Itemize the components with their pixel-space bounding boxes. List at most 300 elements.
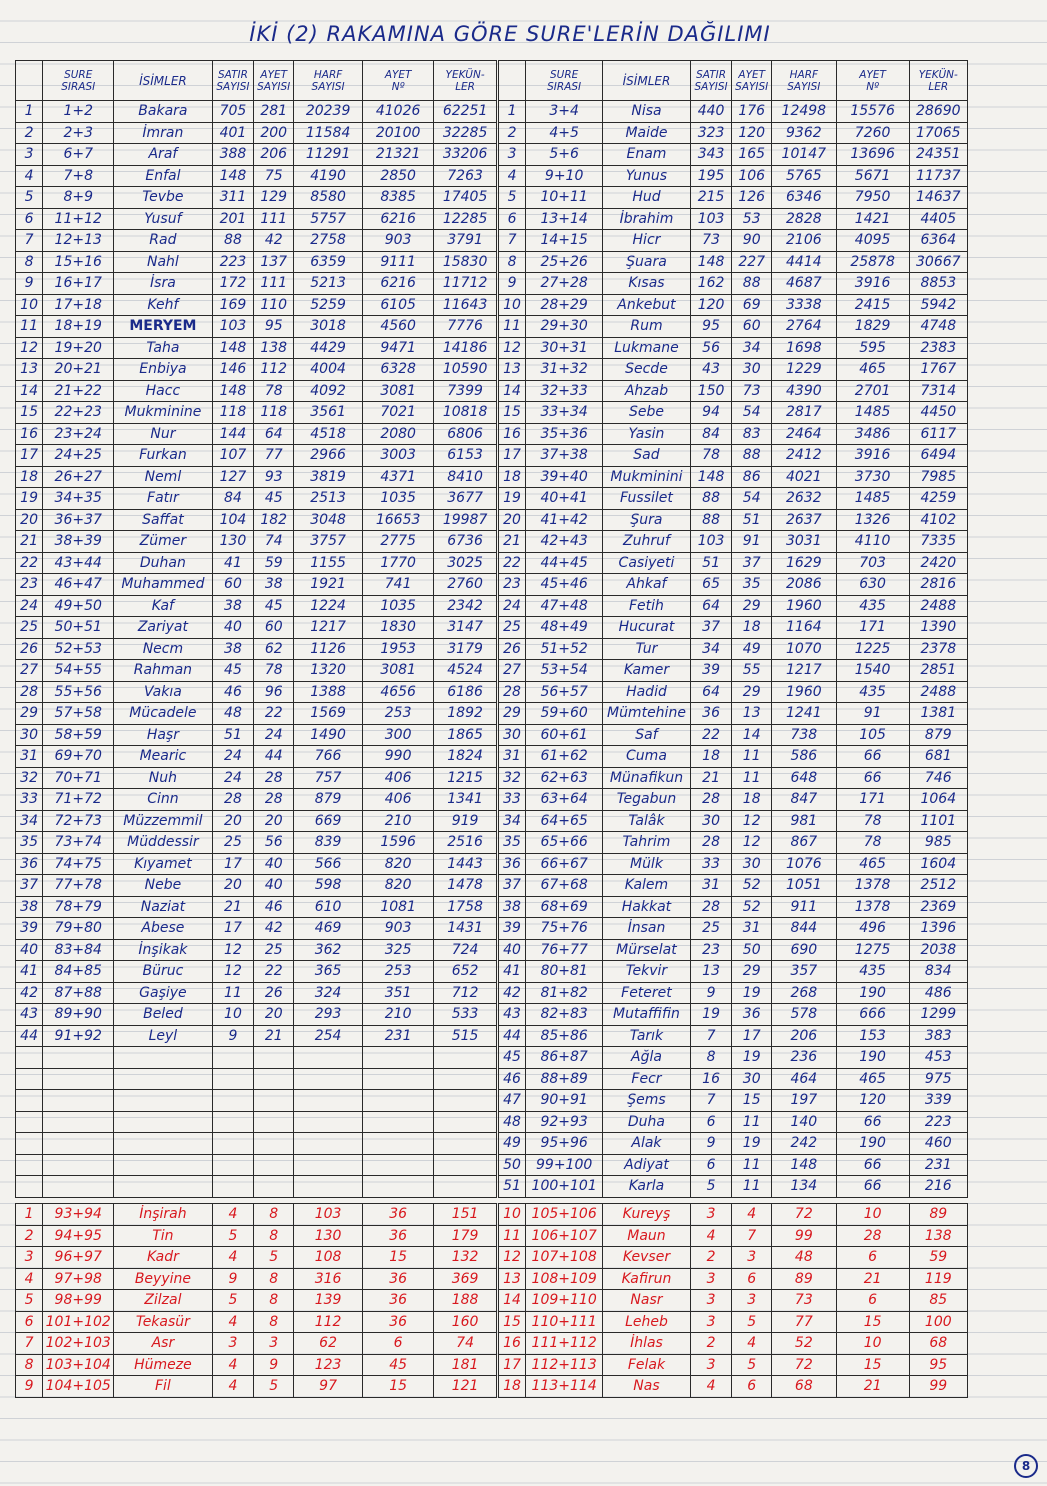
harf-sayisi-cell: 236: [772, 1047, 837, 1069]
row-number-cell: 32: [499, 767, 526, 789]
ayet-sayisi-cell: 112: [254, 359, 294, 381]
row-number-cell: 37: [16, 875, 43, 897]
ayet-sayisi-cell: 62: [254, 638, 294, 660]
yekun-cell: 460: [909, 1133, 967, 1155]
yekun-cell: 1381: [909, 703, 967, 725]
row-number-cell: 26: [499, 638, 526, 660]
row-number-cell: 9: [16, 273, 43, 295]
satir-sayisi-cell: 24: [212, 767, 254, 789]
sure-sirasi-cell: 15+16: [43, 251, 114, 273]
ayet-no-cell: 703: [836, 552, 909, 574]
ayet-sayisi-cell: 19: [732, 1047, 772, 1069]
table-row: [16, 595, 497, 617]
table-row: [499, 961, 968, 983]
table-row: [499, 1004, 968, 1026]
ayet-no-cell: 7260: [836, 122, 909, 144]
yekun-cell: 919: [434, 810, 497, 832]
harf-sayisi-cell: 610: [294, 896, 363, 918]
yekun-cell: 834: [909, 961, 967, 983]
sure-name-cell: İnsan: [603, 918, 691, 940]
yekun-cell: 160: [434, 1311, 497, 1333]
row-number-cell: 23: [499, 574, 526, 596]
sure-sirasi-cell: 37+38: [526, 445, 603, 467]
ayet-no-cell: 78: [836, 832, 909, 854]
table-row: [16, 337, 497, 359]
ayet-sayisi-cell: 182: [254, 509, 294, 531]
row-number-cell: 6: [499, 208, 526, 230]
table-row: [16, 1090, 497, 1112]
satir-sayisi-cell: 107: [212, 445, 254, 467]
satir-sayisi-cell: 388: [212, 144, 254, 166]
satir-sayisi-cell: 4: [212, 1376, 254, 1398]
ayet-sayisi-cell: 75: [254, 165, 294, 187]
table-row: [499, 982, 968, 1004]
yekun-cell: 132: [434, 1247, 497, 1269]
ayet-no-cell: 91: [836, 703, 909, 725]
satir-sayisi-cell: 45: [212, 660, 254, 682]
yekun-cell: 179: [434, 1225, 497, 1247]
sure-name-cell: İbrahim: [603, 208, 691, 230]
yekun-cell: 533: [434, 1004, 497, 1026]
table-row: [499, 1068, 968, 1090]
table-row: [499, 509, 968, 531]
yekun-cell: 1478: [434, 875, 497, 897]
harf-sayisi-cell: 766: [294, 746, 363, 768]
ayet-sayisi-cell: 28: [254, 767, 294, 789]
row-number-cell: 29: [16, 703, 43, 725]
ayet-sayisi-cell: 5: [732, 1354, 772, 1376]
harf-sayisi-cell: 2758: [294, 230, 363, 252]
sure-name-cell: İnşirah: [114, 1204, 212, 1226]
row-number-cell: 15: [499, 402, 526, 424]
ayet-no-cell: 2850: [363, 165, 434, 187]
row-number-cell: [16, 1176, 43, 1198]
ayet-no-cell: 496: [836, 918, 909, 940]
table-row: [16, 1047, 497, 1069]
table-row: [499, 1204, 968, 1226]
yekun-cell: 3677: [434, 488, 497, 510]
sure-sirasi-cell: 27+28: [526, 273, 603, 295]
ayet-sayisi-cell: 46: [254, 896, 294, 918]
row-number-cell: 21: [499, 531, 526, 553]
table-row: [499, 122, 968, 144]
ayet-sayisi-cell: 44: [254, 746, 294, 768]
harf-sayisi-cell: 5213: [294, 273, 363, 295]
satir-sayisi-cell: 4: [690, 1376, 732, 1398]
table-row: [16, 466, 497, 488]
ayet-no-cell: 6: [836, 1290, 909, 1312]
ayet-sayisi-cell: 91: [732, 531, 772, 553]
ayet-sayisi-cell: 281: [254, 101, 294, 123]
table-row: [16, 316, 497, 338]
table-row: [16, 681, 497, 703]
sure-name-cell: Hucurat: [603, 617, 691, 639]
sure-name-cell: Yusuf: [114, 208, 212, 230]
yekun-cell: 15830: [434, 251, 497, 273]
sure-name-cell: Mülk: [603, 853, 691, 875]
ayet-sayisi-cell: 83: [732, 423, 772, 445]
ayet-sayisi-cell: 5: [254, 1247, 294, 1269]
yekun-cell: 62251: [434, 101, 497, 123]
ayet-no-cell: 36: [363, 1290, 434, 1312]
ayet-sayisi-cell: 40: [254, 875, 294, 897]
ayet-sayisi-cell: 40: [254, 853, 294, 875]
sure-sirasi-cell: [43, 1154, 114, 1176]
satir-sayisi-cell: 4: [212, 1247, 254, 1269]
ayet-sayisi-cell: 37: [732, 552, 772, 574]
row-number-cell: 2: [16, 1225, 43, 1247]
sure-sirasi-cell: 57+58: [43, 703, 114, 725]
sure-sirasi-cell: 44+45: [526, 552, 603, 574]
satir-sayisi-cell: 103: [690, 531, 732, 553]
satir-sayisi-cell: 17: [212, 853, 254, 875]
sure-name-cell: Nasr: [603, 1290, 691, 1312]
sure-name-cell: Furkan: [114, 445, 212, 467]
row-number-cell: 43: [499, 1004, 526, 1026]
table-row: [499, 294, 968, 316]
row-number-cell: 13: [16, 359, 43, 381]
table-row: [499, 574, 968, 596]
table-row: [16, 531, 497, 553]
harf-sayisi-cell: 112: [294, 1311, 363, 1333]
ayet-no-cell: 666: [836, 1004, 909, 1026]
sure-name-cell: Casiyeti: [603, 552, 691, 574]
table-row: [16, 1225, 497, 1247]
sure-sirasi-cell: 62+63: [526, 767, 603, 789]
ayet-sayisi-cell: 93: [254, 466, 294, 488]
harf-sayisi-cell: 1217: [772, 660, 837, 682]
sure-name-cell: Rahman: [114, 660, 212, 682]
sure-name-cell: Tur: [603, 638, 691, 660]
row-number-cell: [16, 1154, 43, 1176]
ayet-sayisi-cell: 15: [732, 1090, 772, 1112]
sure-name-cell: Kafirun: [603, 1268, 691, 1290]
harf-sayisi-cell: 48: [772, 1247, 837, 1269]
satir-sayisi-cell: 73: [690, 230, 732, 252]
ayet-no-cell: 435: [836, 961, 909, 983]
ayet-sayisi-cell: 110: [254, 294, 294, 316]
sure-name-cell: Ahkaf: [603, 574, 691, 596]
yekun-cell: 12285: [434, 208, 497, 230]
ayet-sayisi-cell: 34: [732, 337, 772, 359]
ayet-no-cell: 465: [836, 1068, 909, 1090]
table-row: [16, 1290, 497, 1312]
sure-name-cell: İmran: [114, 122, 212, 144]
ayet-no-cell: 253: [363, 961, 434, 983]
row-number-cell: 7: [16, 1333, 43, 1355]
table-row: [499, 273, 968, 295]
yekun-cell: 14186: [434, 337, 497, 359]
harf-sayisi-cell: 648: [772, 767, 837, 789]
table-row: [499, 1025, 968, 1047]
ayet-no-cell: 15: [363, 1247, 434, 1269]
table-row: [16, 101, 497, 123]
sure-sirasi-cell: 94+95: [43, 1225, 114, 1247]
harf-sayisi-cell: [294, 1111, 363, 1133]
satir-sayisi-cell: 17: [212, 918, 254, 940]
yekun-cell: 681: [909, 746, 967, 768]
sure-sirasi-cell: 95+96: [526, 1133, 603, 1155]
harf-sayisi-cell: 4414: [772, 251, 837, 273]
harf-sayisi-cell: 8580: [294, 187, 363, 209]
satir-sayisi-cell: 21: [690, 767, 732, 789]
harf-sayisi-cell: 197: [772, 1090, 837, 1112]
row-number-cell: 18: [499, 1376, 526, 1398]
sure-name-cell: Mümtehine: [603, 703, 691, 725]
row-number-cell: 50: [499, 1154, 526, 1176]
ayet-sayisi-cell: 11: [732, 746, 772, 768]
yekun-cell: 6153: [434, 445, 497, 467]
harf-sayisi-cell: 464: [772, 1068, 837, 1090]
sure-name-cell: Kaf: [114, 595, 212, 617]
ayet-sayisi-cell: 17: [732, 1025, 772, 1047]
row-number-cell: 10: [499, 1204, 526, 1226]
sure-sirasi-cell: 8+9: [43, 187, 114, 209]
row-number-cell: 33: [16, 789, 43, 811]
harf-sayisi-cell: 469: [294, 918, 363, 940]
satir-sayisi-cell: 103: [690, 208, 732, 230]
right-red-table: [498, 1203, 968, 1398]
ayet-no-cell: 820: [363, 875, 434, 897]
sure-sirasi-cell: 59+60: [526, 703, 603, 725]
row-number-cell: 42: [16, 982, 43, 1004]
ayet-sayisi-cell: 20: [254, 1004, 294, 1026]
sure-sirasi-cell: 96+97: [43, 1247, 114, 1269]
row-number-cell: 46: [499, 1068, 526, 1090]
harf-sayisi-cell: 1241: [772, 703, 837, 725]
ayet-no-cell: 253: [363, 703, 434, 725]
table-row: [16, 1354, 497, 1376]
sure-sirasi-cell: 10+11: [526, 187, 603, 209]
sure-name-cell: Mutaffifin: [603, 1004, 691, 1026]
ayet-no-cell: [363, 1176, 434, 1198]
satir-sayisi-cell: 18: [690, 746, 732, 768]
row-number-cell: 38: [16, 896, 43, 918]
satir-sayisi-cell: 25: [690, 918, 732, 940]
harf-sayisi-cell: 2817: [772, 402, 837, 424]
ayet-no-cell: 1485: [836, 402, 909, 424]
ayet-no-cell: 66: [836, 1176, 909, 1198]
ayet-no-cell: 4371: [363, 466, 434, 488]
satir-sayisi-cell: 201: [212, 208, 254, 230]
table-row: [499, 466, 968, 488]
ayet-no-cell: 2080: [363, 423, 434, 445]
yekun-cell: 10818: [434, 402, 497, 424]
sure-sirasi-cell: 43+44: [43, 552, 114, 574]
ayet-sayisi-cell: 69: [732, 294, 772, 316]
row-number-cell: 31: [16, 746, 43, 768]
sure-sirasi-cell: 93+94: [43, 1204, 114, 1226]
ayet-no-cell: 1378: [836, 896, 909, 918]
table-row: [16, 1268, 497, 1290]
satir-sayisi-cell: 78: [690, 445, 732, 467]
ayet-no-cell: [363, 1047, 434, 1069]
satir-sayisi-cell: 9: [690, 1133, 732, 1155]
sure-name-cell: Tarık: [603, 1025, 691, 1047]
yekun-cell: 11737: [909, 165, 967, 187]
satir-sayisi-cell: 51: [690, 552, 732, 574]
sure-name-cell: Rad: [114, 230, 212, 252]
yekun-cell: 3147: [434, 617, 497, 639]
sure-name-cell: Taha: [114, 337, 212, 359]
sure-name-cell: Kamer: [603, 660, 691, 682]
sure-sirasi-cell: 11+12: [43, 208, 114, 230]
table-row: [16, 1025, 497, 1047]
sure-name-cell: Kadr: [114, 1247, 212, 1269]
row-number-cell: 2: [499, 122, 526, 144]
yekun-cell: 2816: [909, 574, 967, 596]
ayet-sayisi-cell: 176: [732, 101, 772, 123]
table-row: [499, 832, 968, 854]
ayet-no-cell: 1378: [836, 875, 909, 897]
sure-sirasi-cell: 12+13: [43, 230, 114, 252]
row-number-cell: 27: [499, 660, 526, 682]
row-number-cell: 48: [499, 1111, 526, 1133]
harf-sayisi-cell: 3048: [294, 509, 363, 531]
row-number-cell: 5: [499, 187, 526, 209]
ayet-no-cell: [363, 1090, 434, 1112]
sure-sirasi-cell: 26+27: [43, 466, 114, 488]
row-number-cell: 43: [16, 1004, 43, 1026]
sure-sirasi-cell: 92+93: [526, 1111, 603, 1133]
satir-sayisi-cell: 10: [212, 1004, 254, 1026]
table-row: [499, 380, 968, 402]
table-row: [16, 144, 497, 166]
sure-sirasi-cell: 41+42: [526, 509, 603, 531]
ayet-no-cell: 190: [836, 1047, 909, 1069]
table-row: [499, 853, 968, 875]
row-number-cell: 40: [16, 939, 43, 961]
harf-sayisi-cell: 97: [294, 1376, 363, 1398]
yekun-cell: 32285: [434, 122, 497, 144]
satir-sayisi-cell: 3: [690, 1204, 732, 1226]
yekun-cell: 59: [909, 1247, 967, 1269]
ayet-sayisi-cell: 29: [732, 681, 772, 703]
sure-name-cell: Hacc: [114, 380, 212, 402]
row-number-cell: 8: [499, 251, 526, 273]
ayet-sayisi-cell: 138: [254, 337, 294, 359]
table-row: [499, 638, 968, 660]
harf-sayisi-cell: 598: [294, 875, 363, 897]
harf-sayisi-cell: 981: [772, 810, 837, 832]
sure-sirasi-cell: 103+104: [43, 1354, 114, 1376]
sure-name-cell: İsra: [114, 273, 212, 295]
table-row: [499, 1111, 968, 1133]
table-row: [499, 187, 968, 209]
ayet-sayisi-cell: [254, 1068, 294, 1090]
harf-sayisi-cell: 140: [772, 1111, 837, 1133]
yekun-cell: 4405: [909, 208, 967, 230]
sure-name-cell: Rum: [603, 316, 691, 338]
yekun-cell: 1824: [434, 746, 497, 768]
sure-sirasi-cell: 51+52: [526, 638, 603, 660]
ayet-no-cell: 1035: [363, 488, 434, 510]
table-row: [499, 703, 968, 725]
harf-sayisi-cell: 3757: [294, 531, 363, 553]
sure-sirasi-cell: 60+61: [526, 724, 603, 746]
sure-sirasi-cell: 100+101: [526, 1176, 603, 1198]
table-row: [16, 789, 497, 811]
row-number-cell: 8: [16, 1354, 43, 1376]
row-number-cell: 47: [499, 1090, 526, 1112]
satir-sayisi-cell: 12: [212, 939, 254, 961]
table-row: [16, 896, 497, 918]
sure-sirasi-cell: 108+109: [526, 1268, 603, 1290]
ayet-sayisi-cell: 35: [732, 574, 772, 596]
row-number-cell: 8: [16, 251, 43, 273]
satir-sayisi-cell: 28: [690, 896, 732, 918]
harf-sayisi-cell: 12498: [772, 101, 837, 123]
sure-name-cell: Alak: [603, 1133, 691, 1155]
row-number-cell: 45: [499, 1047, 526, 1069]
sure-sirasi-cell: 99+100: [526, 1154, 603, 1176]
sure-name-cell: Şems: [603, 1090, 691, 1112]
page-title: İKİ (2) RAKAMINA GÖRE SURE'LERİN DAĞILIMI: [249, 22, 771, 46]
row-number-cell: 15: [16, 402, 43, 424]
sure-name-cell: Maun: [603, 1225, 691, 1247]
sure-sirasi-cell: 20+21: [43, 359, 114, 381]
sure-sirasi-cell: 110+111: [526, 1311, 603, 1333]
table-row: [16, 982, 497, 1004]
satir-sayisi-cell: 4: [212, 1204, 254, 1226]
row-number-cell: 19: [16, 488, 43, 510]
table-row: [499, 918, 968, 940]
ayet-sayisi-cell: 19: [732, 982, 772, 1004]
row-number-cell: 10: [499, 294, 526, 316]
yekun-cell: 28690: [909, 101, 967, 123]
sure-sirasi-cell: 47+48: [526, 595, 603, 617]
row-number-cell: 12: [499, 337, 526, 359]
ayet-no-cell: 13696: [836, 144, 909, 166]
sure-sirasi-cell: 5+6: [526, 144, 603, 166]
sure-sirasi-cell: 38+39: [43, 531, 114, 553]
harf-sayisi-cell: 4190: [294, 165, 363, 187]
sure-sirasi-cell: 84+85: [43, 961, 114, 983]
harf-sayisi-cell: 1224: [294, 595, 363, 617]
sure-sirasi-cell: 104+105: [43, 1376, 114, 1398]
ayet-sayisi-cell: 51: [732, 509, 772, 531]
ayet-no-cell: 66: [836, 767, 909, 789]
yekun-cell: 33206: [434, 144, 497, 166]
row-number-cell: 17: [499, 1354, 526, 1376]
row-number-cell: 14: [499, 1290, 526, 1312]
sure-sirasi-cell: 18+19: [43, 316, 114, 338]
sure-sirasi-cell: 74+75: [43, 853, 114, 875]
harf-sayisi-cell: [294, 1133, 363, 1155]
row-number-cell: 17: [499, 445, 526, 467]
ayet-sayisi-cell: 6: [732, 1376, 772, 1398]
ayet-no-cell: 406: [363, 789, 434, 811]
header-ayet: AYET SAYISI: [254, 61, 294, 101]
satir-sayisi-cell: 120: [690, 294, 732, 316]
ayet-sayisi-cell: 21: [254, 1025, 294, 1047]
yekun-cell: 746: [909, 767, 967, 789]
sure-name-cell: Lukmane: [603, 337, 691, 359]
sure-sirasi-cell: 40+41: [526, 488, 603, 510]
satir-sayisi-cell: 13: [690, 961, 732, 983]
yekun-cell: 6186: [434, 681, 497, 703]
sure-sirasi-cell: 67+68: [526, 875, 603, 897]
ayet-no-cell: 36: [363, 1268, 434, 1290]
table-row: [16, 1111, 497, 1133]
sure-sirasi-cell: 14+15: [526, 230, 603, 252]
sure-name-cell: Leyl: [114, 1025, 212, 1047]
sure-sirasi-cell: 31+32: [526, 359, 603, 381]
yekun-cell: 11712: [434, 273, 497, 295]
harf-sayisi-cell: 139: [294, 1290, 363, 1312]
harf-sayisi-cell: 1076: [772, 853, 837, 875]
yekun-cell: 2488: [909, 681, 967, 703]
